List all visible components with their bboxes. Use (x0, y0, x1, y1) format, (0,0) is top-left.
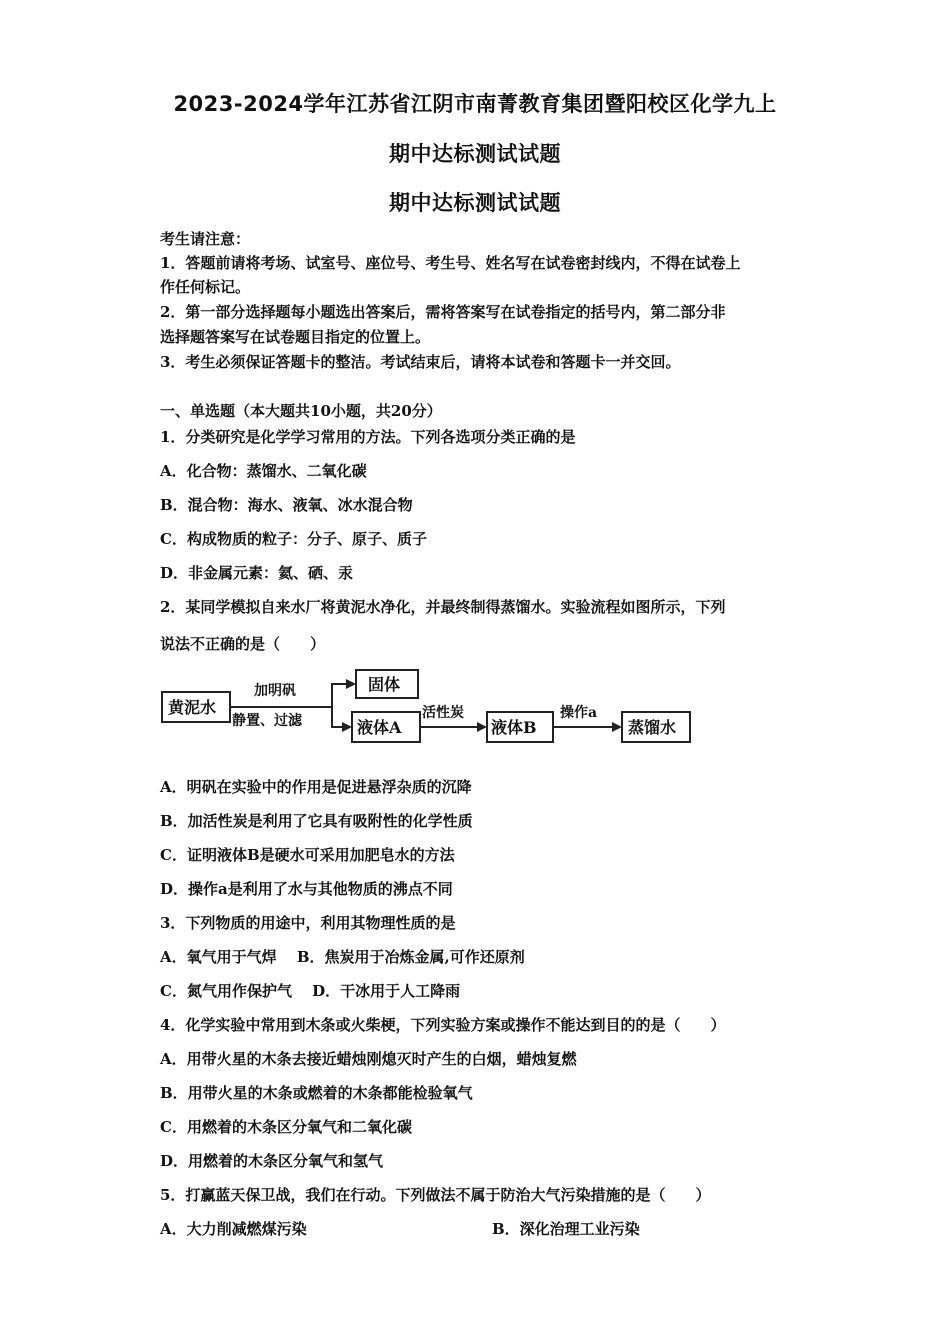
q2-option-d: D．操作a是利用了水与其他物质的沸点不同 (160, 880, 453, 898)
q4-option-a: A．用带火星的木条去接近蜡烛刚熄灭时产生的白烟，蜡烛复燃 (160, 1050, 577, 1068)
q4-stem: 4．化学实验中常用到木条或火柴梗，下列实验方案或操作不能达到目的的是（ ） (160, 1016, 726, 1034)
q2-stem: 2．某同学模拟自来水厂将黄泥水净化，并最终制得蒸馏水。实验流程如图所示，下列 (160, 598, 726, 616)
alum-label: 加明矾 (254, 683, 296, 699)
activated-carbon-label: 活性炭 (422, 705, 464, 721)
notice-heading: 考生请注意： (160, 230, 251, 248)
q1-option-b: B．混合物：海水、液氧、冰水混合物 (160, 496, 413, 514)
q3-options-ab: A．氧气用于气焊 B．焦炭用于冶炼金属,可作还原剂 (160, 948, 525, 966)
q3-options-cd: C．氮气用作保护气 D．干冰用于人工降雨 (160, 982, 461, 1000)
exam-title-line2: 期中达标测试试题 (389, 142, 561, 166)
q5-stem: 5．打赢蓝天保卫战，我们在行动。下列做法不属于防治大气污染措施的是（ ） (160, 1186, 711, 1204)
q4-option-c: C．用燃着的木条区分氧气和二氧化碳 (160, 1118, 412, 1136)
liquid-a-label: 液体A (357, 718, 402, 737)
arrowhead-icon (346, 679, 356, 689)
exam-title-line1: 2023-2024学年江苏省江阴市南菁教育集团暨阳校区化学九上 (173, 92, 777, 116)
q1-option-a: A．化合物：蒸馏水、二氧化碳 (160, 462, 367, 480)
exam-title-line3: 期中达标测试试题 (389, 191, 561, 215)
operation-a-label: 操作a (560, 705, 598, 721)
water-purification-flowchart (160, 662, 695, 746)
distilled-water-label: 蒸馏水 (628, 718, 677, 737)
solid-label: 固体 (368, 675, 401, 694)
q2-option-c: C．证明液体B是硬水可采用加肥皂水的方法 (160, 846, 455, 864)
liquid-b-label: 液体B (491, 718, 537, 737)
q1-stem: 1．分类研究是化学学习常用的方法。下列各选项分类正确的是 (160, 428, 576, 446)
settle-filter-label: 静置、过滤 (232, 713, 302, 729)
notice-item2: 2．第一部分选择题每小题选出答案后，需将答案写在试卷指定的括号内，第二部分非 (160, 303, 726, 321)
notice-item2-cont: 选择题答案写在试卷题目指定的位置上。 (160, 328, 431, 346)
q5-option-a: A．大力削减燃煤污染 (160, 1220, 307, 1238)
q1-option-c: C．构成物质的粒子：分子、原子、质子 (160, 530, 427, 548)
section-heading: 一、单选题（本大题共10小题，共20分） (160, 402, 442, 420)
q4-option-b: B．用带火星的木条或燃着的木条都能检验氧气 (160, 1084, 473, 1102)
q4-option-d: D．用燃着的木条区分氧气和氢气 (160, 1152, 384, 1170)
flow-arrow-to-liquid-a (332, 707, 350, 727)
q2-option-b: B．加活性炭是利用了它具有吸附性的化学性质 (160, 812, 473, 830)
notice-item1-cont: 作任何标记。 (160, 278, 251, 296)
q2-stem-cont: 说法不正确的是（ ） (160, 635, 326, 653)
notice-item1: 1．答题前请将考场、试室号、座位号、考生号、姓名写在试卷密封线内，不得在试卷上 (160, 254, 741, 272)
arrowhead-icon (342, 722, 352, 732)
q5-option-b: B．深化治理工业污染 (492, 1220, 640, 1238)
arrowhead-icon (477, 722, 487, 732)
arrowhead-icon (612, 722, 622, 732)
muddy-water-label: 黄泥水 (168, 698, 217, 717)
notice-item3: 3．考生必须保证答题卡的整洁。考试结束后，请将本试卷和答题卡一并交回。 (160, 353, 681, 371)
q3-stem: 3．下列物质的用途中，利用其物理性质的是 (160, 914, 456, 932)
q2-option-a: A．明矾在实验中的作用是促进悬浮杂质的沉降 (160, 778, 472, 796)
q1-option-d: D．非金属元素：氦、硒、汞 (160, 564, 354, 582)
